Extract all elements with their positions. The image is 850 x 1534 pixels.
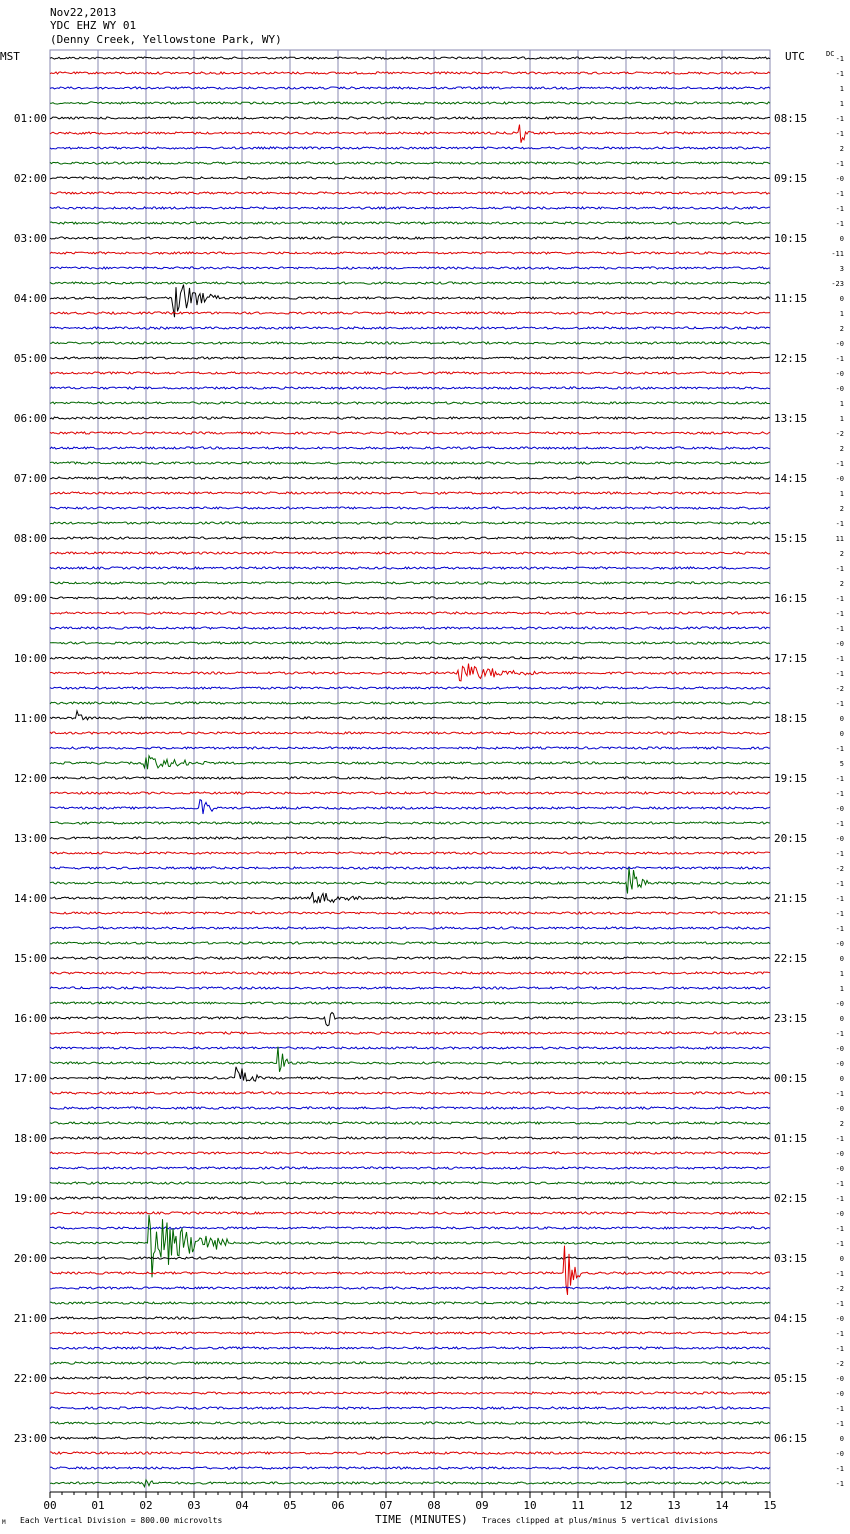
trace-line xyxy=(50,597,770,599)
trace-line xyxy=(50,747,770,749)
dc-value: -0 xyxy=(835,175,844,183)
right-time-label: 11:15 xyxy=(774,292,808,305)
dc-value: -0 xyxy=(835,640,844,648)
trace-line xyxy=(50,57,770,59)
trace-line xyxy=(50,1437,770,1439)
trace-line xyxy=(50,327,770,329)
dc-value: -1 xyxy=(835,1465,844,1473)
trace-line xyxy=(50,1092,770,1094)
trace-line xyxy=(50,852,770,854)
dc-value: -0 xyxy=(835,1210,844,1218)
trace-line xyxy=(50,237,770,239)
dc-value: 0 xyxy=(839,1075,844,1083)
dc-value: 2 xyxy=(839,145,844,153)
dc-value: -1 xyxy=(835,205,844,213)
dc-value: -1 xyxy=(835,850,844,858)
dc-value: -1 xyxy=(835,355,844,363)
trace-line xyxy=(50,552,770,554)
trace-line xyxy=(50,267,770,269)
dc-value: -0 xyxy=(835,835,844,843)
dc-value: 11 xyxy=(835,535,844,543)
dc-value: -1 xyxy=(835,1270,844,1278)
trace-line xyxy=(50,657,770,659)
x-tick-label: 10 xyxy=(523,1499,537,1512)
dc-value: -0 xyxy=(835,940,844,948)
dc-value: 1 xyxy=(839,100,844,108)
x-tick-label: 15 xyxy=(763,1499,777,1512)
trace-line xyxy=(50,342,770,344)
dc-value: -1 xyxy=(835,1225,844,1233)
dc-value: -1 xyxy=(835,55,844,63)
x-tick-label: 06 xyxy=(331,1499,345,1512)
dc-value: -1 xyxy=(835,625,844,633)
dc-value: 1 xyxy=(839,310,844,318)
right-time-label: 05:15 xyxy=(774,1372,808,1385)
trace-line xyxy=(50,711,770,720)
right-time-label: 17:15 xyxy=(774,652,808,665)
left-time-label: 08:00 xyxy=(13,532,47,545)
trace-line xyxy=(50,732,770,734)
trace-line xyxy=(50,147,770,149)
trace-line xyxy=(50,1257,770,1259)
dc-value: 1 xyxy=(839,985,844,993)
dc-value: 3 xyxy=(839,265,844,273)
right-time-label: 14:15 xyxy=(774,472,808,485)
dc-value: -0 xyxy=(835,1390,844,1398)
trace-line xyxy=(50,1182,770,1184)
trace-line xyxy=(50,522,770,524)
right-time-label: 19:15 xyxy=(774,772,808,785)
trace-line xyxy=(50,1013,770,1026)
dc-value: -1 xyxy=(835,1300,844,1308)
dc-value: -1 xyxy=(835,1420,844,1428)
dc-value: 2 xyxy=(839,325,844,333)
dc-value: -1 xyxy=(835,1480,844,1488)
trace-line xyxy=(50,72,770,74)
left-time-label: 10:00 xyxy=(13,652,47,665)
trace-line xyxy=(50,837,770,839)
trace-line xyxy=(50,402,770,404)
trace-line xyxy=(50,800,770,814)
trace-line xyxy=(50,756,770,769)
trace-line xyxy=(50,1137,770,1139)
left-time-label: 22:00 xyxy=(13,1372,47,1385)
trace-line xyxy=(50,372,770,374)
left-time-label: 21:00 xyxy=(13,1312,47,1325)
dc-value: 2 xyxy=(839,550,844,558)
trace-line xyxy=(50,1107,770,1109)
trace-line xyxy=(50,1197,770,1199)
trace-line xyxy=(50,222,770,224)
dc-value: -1 xyxy=(835,670,844,678)
trace-line xyxy=(50,1392,770,1394)
trace-line xyxy=(50,1227,770,1229)
trace-line xyxy=(50,1215,770,1278)
left-time-label: 13:00 xyxy=(13,832,47,845)
trace-line xyxy=(50,792,770,794)
dc-value: -2 xyxy=(835,430,844,438)
left-time-label: 07:00 xyxy=(13,472,47,485)
dc-value: -11 xyxy=(831,250,844,258)
dc-value: 1 xyxy=(839,490,844,498)
right-time-label: 16:15 xyxy=(774,592,808,605)
left-time-label: 06:00 xyxy=(13,412,47,425)
x-tick-label: 12 xyxy=(619,1499,633,1512)
dc-value: -2 xyxy=(835,1360,844,1368)
left-time-label: 01:00 xyxy=(13,112,47,125)
header-station: YDC EHZ WY 01 xyxy=(50,19,137,32)
dc-value: -1 xyxy=(835,565,844,573)
dc-value: -1 xyxy=(835,160,844,168)
trace-line xyxy=(50,567,770,569)
trace-line xyxy=(50,612,770,614)
dc-value: -1 xyxy=(835,910,844,918)
dc-value: -1 xyxy=(835,460,844,468)
trace-line xyxy=(50,125,770,143)
dc-value: 0 xyxy=(839,955,844,963)
right-time-label: 12:15 xyxy=(774,352,808,365)
trace-line xyxy=(50,1047,770,1049)
dc-value: -1 xyxy=(835,1090,844,1098)
trace-line xyxy=(50,1002,770,1004)
trace-line xyxy=(50,357,770,359)
trace-line xyxy=(50,972,770,974)
trace-line xyxy=(50,1347,770,1349)
dc-value: -1 xyxy=(835,1135,844,1143)
trace-line xyxy=(50,702,770,704)
left-time-label: 17:00 xyxy=(13,1072,47,1085)
left-time-label: 19:00 xyxy=(13,1192,47,1205)
left-time-label: 09:00 xyxy=(13,592,47,605)
dc-value: 2 xyxy=(839,505,844,513)
dc-value: -1 xyxy=(835,610,844,618)
right-time-label: 18:15 xyxy=(774,712,808,725)
dc-value: -0 xyxy=(835,1165,844,1173)
dc-value: 2 xyxy=(839,1120,844,1128)
dc-value: -1 xyxy=(835,895,844,903)
dc-value: -1 xyxy=(835,1405,844,1413)
right-time-label: 15:15 xyxy=(774,532,808,545)
trace-line xyxy=(50,102,770,104)
trace-line xyxy=(50,642,770,644)
right-time-label: 09:15 xyxy=(774,172,808,185)
left-time-label: 15:00 xyxy=(13,952,47,965)
trace-line xyxy=(50,1067,770,1081)
left-time-label: 18:00 xyxy=(13,1132,47,1145)
right-time-label: 22:15 xyxy=(774,952,808,965)
trace-line xyxy=(50,282,770,284)
left-time-label: 04:00 xyxy=(13,292,47,305)
dc-value: -0 xyxy=(835,1150,844,1158)
trace-line xyxy=(50,1452,770,1454)
dc-value: 0 xyxy=(839,295,844,303)
dc-value: 2 xyxy=(839,580,844,588)
x-tick-label: 04 xyxy=(235,1499,249,1512)
right-axis-title: UTC xyxy=(785,50,805,63)
trace-line xyxy=(50,927,770,929)
trace-line xyxy=(50,87,770,89)
dc-value: 1 xyxy=(839,85,844,93)
trace-line xyxy=(50,162,770,164)
dc-value: -1 xyxy=(835,790,844,798)
trace-line xyxy=(50,627,770,629)
left-time-label: 02:00 xyxy=(13,172,47,185)
dc-value: 0 xyxy=(839,715,844,723)
dc-value: 5 xyxy=(839,760,844,768)
trace-line xyxy=(50,1407,770,1409)
trace-line xyxy=(50,1362,770,1364)
right-time-label: 06:15 xyxy=(774,1432,808,1445)
dc-value: -2 xyxy=(835,685,844,693)
dc-value: -1 xyxy=(835,1030,844,1038)
x-tick-label: 11 xyxy=(571,1499,585,1512)
x-tick-label: 14 xyxy=(715,1499,729,1512)
dc-value: -0 xyxy=(835,385,844,393)
trace-line xyxy=(50,462,770,464)
dc-value: -1 xyxy=(835,1195,844,1203)
dc-value: -0 xyxy=(835,370,844,378)
trace-line xyxy=(50,1287,770,1289)
trace-line xyxy=(50,477,770,479)
x-tick-label: 00 xyxy=(43,1499,57,1512)
dc-value: -2 xyxy=(835,865,844,873)
dc-value: -0 xyxy=(835,805,844,813)
right-time-label: 04:15 xyxy=(774,1312,808,1325)
dc-value: 0 xyxy=(839,1015,844,1023)
trace-line xyxy=(50,582,770,584)
trace-line xyxy=(50,687,770,689)
x-tick-label: 02 xyxy=(139,1499,153,1512)
left-axis-title: MST xyxy=(0,50,20,63)
trace-line xyxy=(50,192,770,194)
scale-note: Each Vertical Division = 800.00 microvolts xyxy=(20,1516,223,1525)
dc-value: 0 xyxy=(839,730,844,738)
x-tick-label: 09 xyxy=(475,1499,489,1512)
dc-value: 1 xyxy=(839,400,844,408)
header-date: Nov22,2013 xyxy=(50,6,117,19)
trace-line xyxy=(50,777,770,779)
right-time-label: 13:15 xyxy=(774,412,808,425)
dc-value: -1 xyxy=(835,925,844,933)
trace-line xyxy=(50,1317,770,1319)
dc-value: -0 xyxy=(835,1045,844,1053)
dc-value: -1 xyxy=(835,220,844,228)
dc-value: 1 xyxy=(839,415,844,423)
left-time-label: 11:00 xyxy=(13,712,47,725)
trace-line xyxy=(50,1122,770,1124)
trace-line xyxy=(50,987,770,989)
x-tick-label: 13 xyxy=(667,1499,681,1512)
plot-frame xyxy=(50,50,770,1492)
dc-value: -1 xyxy=(835,820,844,828)
dc-value: 0 xyxy=(839,235,844,243)
trace-line xyxy=(50,447,770,449)
dc-value: -1 xyxy=(835,70,844,78)
dc-value: -2 xyxy=(835,1285,844,1293)
dc-value: -1 xyxy=(835,1330,844,1338)
trace-line xyxy=(50,664,770,681)
right-time-label: 20:15 xyxy=(774,832,808,845)
right-time-label: 01:15 xyxy=(774,1132,808,1145)
right-time-label: 10:15 xyxy=(774,232,808,245)
trace-line xyxy=(50,207,770,209)
dc-value: -1 xyxy=(835,115,844,123)
dc-value: 2 xyxy=(839,445,844,453)
trace-line xyxy=(50,492,770,494)
x-axis-title: TIME (MINUTES) xyxy=(375,1513,468,1526)
trace-line xyxy=(50,942,770,944)
dc-value: -0 xyxy=(835,1105,844,1113)
header-location: (Denny Creek, Yellowstone Park, WY) xyxy=(50,33,282,46)
dc-value: -1 xyxy=(835,880,844,888)
dc-value: -1 xyxy=(835,655,844,663)
dc-value: -0 xyxy=(835,1315,844,1323)
x-tick-label: 05 xyxy=(283,1499,297,1512)
trace-line xyxy=(50,1167,770,1169)
dc-value: -0 xyxy=(835,1375,844,1383)
right-time-label: 02:15 xyxy=(774,1192,808,1205)
trace-line xyxy=(50,912,770,914)
trace-line xyxy=(50,1212,770,1214)
dc-value: 0 xyxy=(839,1255,844,1263)
trace-line xyxy=(50,1302,770,1304)
trace-line xyxy=(50,387,770,389)
dc-value: -1 xyxy=(835,745,844,753)
dc-value: -1 xyxy=(835,700,844,708)
trace-line xyxy=(50,1422,770,1424)
trace-line xyxy=(50,892,770,903)
x-tick-label: 01 xyxy=(91,1499,105,1512)
right-time-label: 21:15 xyxy=(774,892,808,905)
x-tick-label: 07 xyxy=(379,1499,393,1512)
dc-value: -1 xyxy=(835,775,844,783)
dc-value: -0 xyxy=(835,1000,844,1008)
trace-line xyxy=(50,252,770,254)
left-time-label: 14:00 xyxy=(13,892,47,905)
left-time-label: 05:00 xyxy=(13,352,47,365)
right-time-label: 03:15 xyxy=(774,1252,808,1265)
right-time-label: 00:15 xyxy=(774,1072,808,1085)
trace-line xyxy=(50,1047,770,1072)
dc-value: -1 xyxy=(835,190,844,198)
x-tick-label: 03 xyxy=(187,1499,201,1512)
x-tick-label: 08 xyxy=(427,1499,441,1512)
trace-line xyxy=(50,177,770,179)
dc-value: -1 xyxy=(835,1180,844,1188)
trace-line xyxy=(50,1377,770,1379)
trace-line xyxy=(50,507,770,509)
dc-value: 0 xyxy=(839,1435,844,1443)
trace-line xyxy=(50,1032,770,1034)
left-time-label: 03:00 xyxy=(13,232,47,245)
trace-line xyxy=(50,1480,770,1487)
trace-line xyxy=(50,822,770,824)
dc-value: -23 xyxy=(831,280,844,288)
dc-value: -0 xyxy=(835,1060,844,1068)
corner-mark: M xyxy=(2,1519,6,1526)
trace-line xyxy=(50,957,770,959)
left-time-label: 12:00 xyxy=(13,772,47,785)
trace-line xyxy=(50,1467,770,1469)
clip-note: Traces clipped at plus/minus 5 vertical divisions xyxy=(482,1516,719,1525)
trace-line xyxy=(50,312,770,314)
trace-line xyxy=(50,537,770,539)
dc-value: -0 xyxy=(835,1450,844,1458)
dc-value: -1 xyxy=(835,1240,844,1248)
dc-value: -1 xyxy=(835,130,844,138)
trace-line xyxy=(50,117,770,119)
dc-title: DC xyxy=(826,50,835,58)
trace-line xyxy=(50,432,770,434)
right-time-label: 08:15 xyxy=(774,112,808,125)
trace-line xyxy=(50,867,770,869)
trace-line xyxy=(50,868,770,894)
dc-value: -1 xyxy=(835,1345,844,1353)
trace-line xyxy=(50,1332,770,1334)
dc-value: -0 xyxy=(835,475,844,483)
right-time-label: 23:15 xyxy=(774,1012,808,1025)
trace-line xyxy=(50,1152,770,1154)
left-time-label: 20:00 xyxy=(13,1252,47,1265)
dc-value: -1 xyxy=(835,520,844,528)
dc-value: -1 xyxy=(835,595,844,603)
dc-value: -0 xyxy=(835,340,844,348)
dc-value: 1 xyxy=(839,970,844,978)
left-time-label: 16:00 xyxy=(13,1012,47,1025)
left-time-label: 23:00 xyxy=(13,1432,47,1445)
trace-line xyxy=(50,417,770,419)
